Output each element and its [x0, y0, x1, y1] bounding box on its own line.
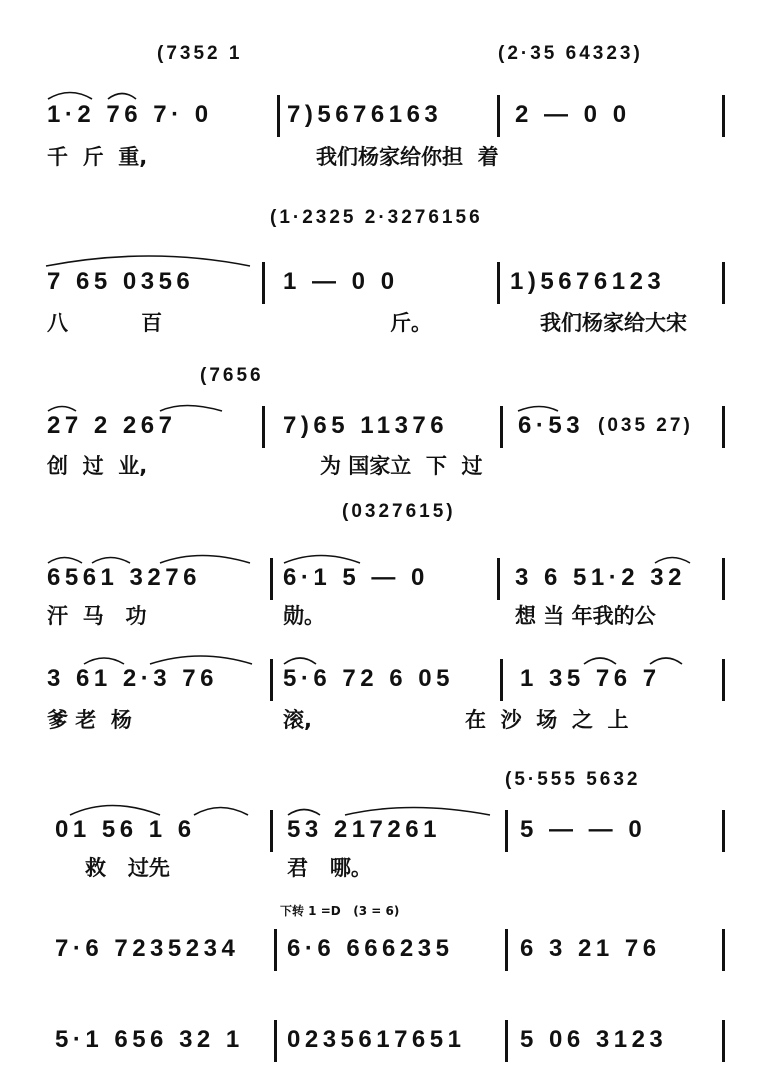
bar-line — [270, 659, 273, 701]
notation-measure: 7 65 0356 — [47, 268, 195, 295]
notation-measure: 7·6 7235234 — [55, 935, 240, 962]
notation-measure: 2 — 0 0 — [515, 101, 631, 128]
lyric-line: 君 哪。 — [287, 856, 372, 880]
notation-measure: 53 217261 — [287, 816, 441, 843]
instrumental-notes: (1·2325 2·3276156 — [270, 207, 483, 228]
notation-measure: 6 3 21 76 — [520, 935, 661, 962]
bar-line — [722, 929, 725, 971]
bar-line — [722, 810, 725, 852]
lyric-line: 斤。 — [390, 311, 432, 335]
notation-measure: 01 56 1 6 — [55, 816, 196, 843]
notation-measure: 5 06 3123 — [520, 1026, 668, 1053]
lyric-line: 汗 马 功 — [47, 604, 147, 628]
bar-line — [722, 659, 725, 701]
lyric-line: 在 沙 场 之 上 — [465, 708, 629, 732]
instrumental-notes: (7352 1 — [157, 43, 243, 64]
notation-measure: 7)65 11376 — [283, 412, 449, 439]
modulation-marker: 下转 1 =D (3 = 6) — [280, 904, 400, 918]
notation-measure: 5 — — 0 — [520, 816, 647, 843]
lyric-line: 滚, — [283, 708, 312, 732]
lyric-line: 我们杨家给大宋 — [540, 311, 687, 335]
notation-measure: 5·6 72 6 05 — [283, 665, 454, 692]
notation-measure: 7)5676163 — [287, 101, 443, 128]
lyric-line: 为 国家立 下 过 — [320, 454, 483, 478]
bar-line — [270, 810, 273, 852]
notation-measure: 6·1 5 — 0 — [283, 564, 429, 591]
lyric-line: 千 斤 重, — [47, 145, 148, 169]
notation-measure: 1 — 0 0 — [283, 268, 399, 295]
lyric-line: 勋。 — [283, 604, 325, 628]
instrumental-notes: (0327615) — [342, 501, 456, 522]
lyric-line: 创 过 业, — [47, 454, 148, 478]
notation-measure: 3 6 51·2 32 — [515, 564, 686, 591]
notation-measure: 5·1 656 32 1 — [55, 1026, 244, 1053]
bar-line — [722, 1020, 725, 1062]
instrumental-notes: (7656 — [200, 365, 264, 386]
bar-line — [505, 1020, 508, 1062]
bar-line — [274, 929, 277, 971]
notation-measure: 1 35 76 7 — [520, 665, 661, 692]
bar-line — [500, 406, 503, 448]
lyric-line: 爹 老 杨 — [47, 708, 132, 732]
bar-line — [262, 262, 265, 304]
instrumental-notes: (035 27) — [598, 415, 693, 436]
notation-measure: 6561 3276 — [47, 564, 201, 591]
bar-line — [497, 95, 500, 137]
notation-measure: 1·2 76 7· 0 — [47, 101, 213, 128]
instrumental-notes: (5·555 5632 — [505, 769, 641, 790]
bar-line — [722, 558, 725, 600]
notation-measure: 0235617651 — [287, 1026, 466, 1053]
bar-line — [505, 810, 508, 852]
bar-line — [497, 262, 500, 304]
bar-line — [722, 406, 725, 448]
bar-line — [497, 558, 500, 600]
notation-measure: 6·6 666235 — [287, 935, 454, 962]
lyric-line: 想 当 年我的公 — [515, 604, 656, 628]
lyric-line: 八 百 — [47, 311, 163, 335]
notation-measure: 27 2 267 — [47, 412, 177, 439]
lyric-line: 救 过先 — [85, 856, 170, 880]
bar-line — [505, 929, 508, 971]
bar-line — [262, 406, 265, 448]
bar-line — [274, 1020, 277, 1062]
bar-line — [500, 659, 503, 701]
notation-measure: 1)5676123 — [510, 268, 666, 295]
lyric-line: 我们杨家给你担 着 — [316, 145, 499, 169]
instrumental-notes: (2·35 64323) — [498, 43, 643, 64]
notation-measure: 6·53 — [518, 412, 585, 439]
bar-line — [270, 558, 273, 600]
bar-line — [722, 262, 725, 304]
notation-measure: 3 61 2·3 76 — [47, 665, 218, 692]
bar-line — [277, 95, 280, 137]
bar-line — [722, 95, 725, 137]
